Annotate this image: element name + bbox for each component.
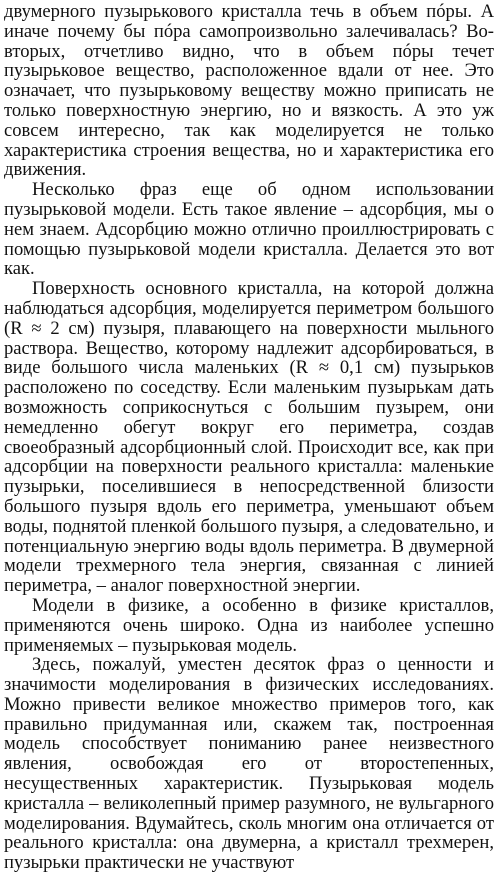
paragraph-models-in-physics: Модели в физике, а особенно в физике кристаллов, применяются очень широко. Одна из наиболее успешно применяемых – пузырьковая модель.: [4, 594, 494, 656]
paragraph-value-of-modeling: Здесь, пожалуй, уместен десяток фраз о ценности и значимости моделирования в физических исследованиях. Можно привести великое множество примеров того, как правильно придуманная или, скажем так, построенная модель способствует пониманию ранее неизвестного явления, освобождая его от второстепенных, несущественных характеристик. Пузырьковая модель кристалла – великолепный пример разумного, не вульгарного моделирования. Вдумайтесь, сколь многим она отличается от реального кристалла: она двумерна, а кристалл трехмерен, пузырьки практически не участвуют: [4, 654, 494, 873]
paragraph-adsorption-intro: Несколько фраз еще об одном использовании пузырьковой модели. Есть такое явление – адсорбция, мы о нем знаем. Адсорбцию можно отлично проиллюстрировать с помощью пузырьковой модели кристалла. Делается это вот как.: [4, 179, 494, 280]
paragraph-adsorption-model: Поверхность основного кристалла, на которой должна наблюдаться адсорбция, моделируется периметром большого (R ≈ 2 см) пузыря, плавающего на поверхности мыльного раствора. Вещество, которому надлежит адсорбироваться, в виде большого числа маленьких (R ≈ 0,1 см) пузырьков расположено по соседству. Если маленьким пузырькам дать возможность соприкоснуться с большим пузырем, они немедленно обегут вокруг его периметра, создав своеобразный адсорбционный слой. Происходит все, как при адсорбции на поверхности реального кристалла: маленькие пузырьки, поселившиеся в непосредственной близости большого пузыря вдоль его периметра, уменьшают объем воды, поднятой пленкой большого пузыря, а следовательно, и потенциальную энергию воды вдоль периметра. В двумерной модели трехмерного тела энергия, связанная с линией периметра, – аналог поверхностной энергии.: [4, 278, 494, 597]
paragraph-pore-viscosity: двумерного пузырькового кристалла течь в объем пóры. А иначе почему бы пóра самопроизвольно залечивалась? Во-вторых, отчетливо видно, что в объем пóры течет пузырьковое вещество, расположенное вдали от нее. Это означает, что пузырьковому веществу можно приписать не только поверхностную энергию, но и вязкость. А это уж совсем интересно, так как моделируется не только характеристика строения вещества, но и характеристика его движения.: [4, 1, 494, 181]
